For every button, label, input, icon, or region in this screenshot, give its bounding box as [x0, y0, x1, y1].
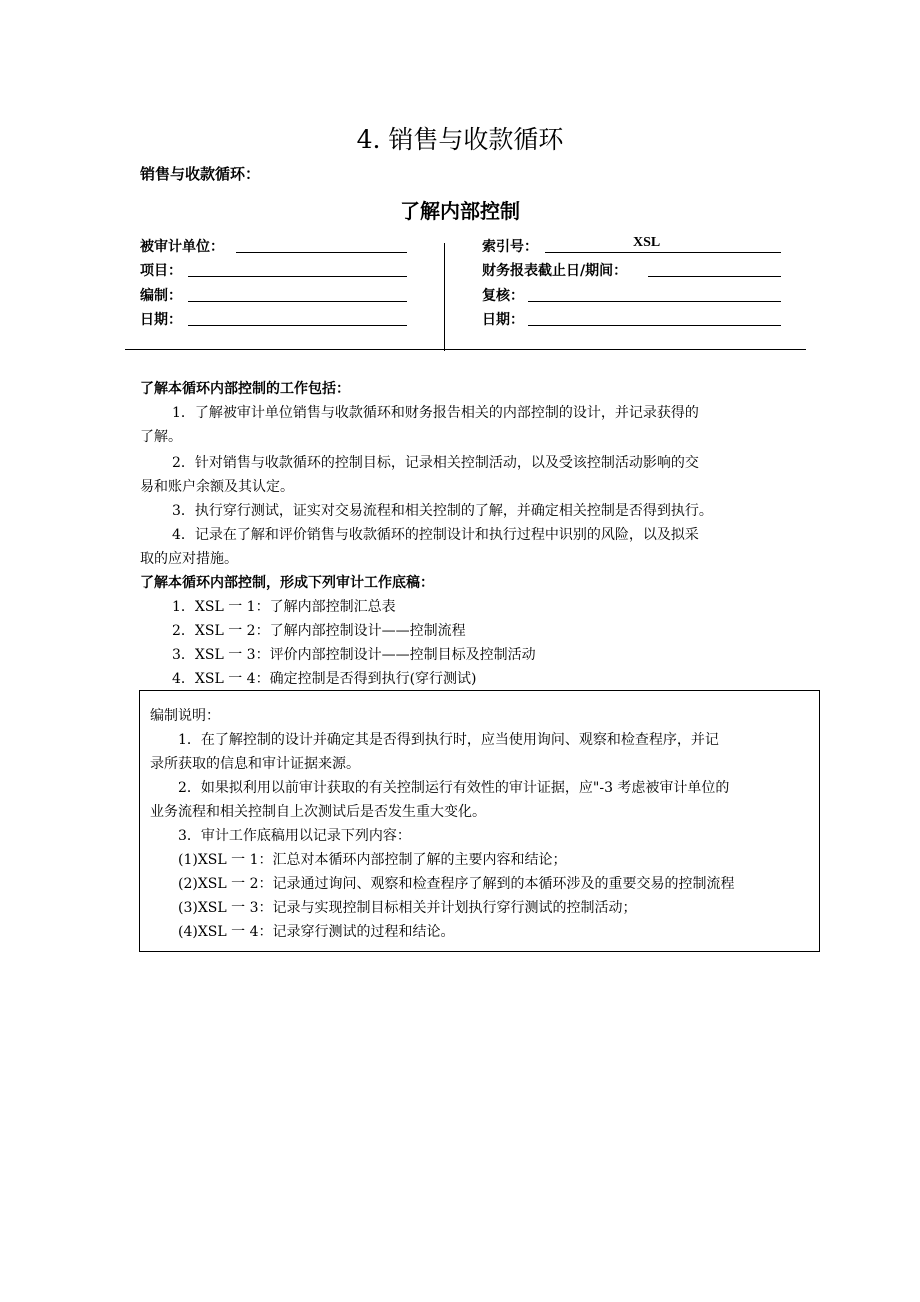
field-auditee-label: 被审计单位：: [140, 239, 224, 255]
notes-line-2: 录所获取的信息和审计证据来源。: [150, 756, 360, 772]
paper-item-2: 2．XSL 一 2：了解内部控制设计——控制流程: [172, 623, 466, 639]
papers-heading: 了解本循环内部控制，形成下列审计工作底稿：: [140, 575, 434, 591]
header-divider-vertical: [444, 243, 445, 351]
notes-line-3: 2．如果拟利用以前审计获取的有关控制运行有效性的审计证据，应"-3 考虑被审计单位的: [178, 780, 730, 796]
paper-item-4: 4．XSL 一 4：确定控制是否得到执行(穿行测试): [172, 671, 477, 687]
field-prepared-label: 编制：: [140, 288, 182, 304]
paper-item-1: 1．XSL 一 1：了解内部控制汇总表: [172, 599, 396, 615]
notes-line-9: (4)XSL 一 4：记录穿行测试的过程和结论。: [178, 924, 455, 940]
section-heading: 销售与收款循环：: [140, 165, 261, 183]
field-prepared-line: [188, 301, 407, 302]
notes-heading: 编制说明：: [150, 708, 220, 724]
field-period-line: [648, 276, 781, 277]
form-title: 了解内部控制: [400, 199, 520, 223]
field-review-line: [528, 301, 781, 302]
field-date-right-line: [528, 325, 781, 326]
notes-line-8: (3)XSL 一 3：记录与实现控制目标相关并计划执行穿行测试的控制活动；: [178, 900, 637, 916]
work-item-2-cont: 易和账户余额及其认定。: [140, 479, 294, 495]
work-item-4: 4．记录在了解和评价销售与收款循环的控制设计和执行过程中识别的风险，以及拟采: [172, 527, 699, 543]
header-divider-horizontal: [125, 349, 806, 350]
field-index-label: 索引号：: [482, 239, 538, 255]
field-date-right-label: 日期：: [482, 312, 524, 328]
work-heading: 了解本循环内部控制的工作包括：: [140, 381, 350, 397]
work-item-2: 2．针对销售与收款循环的控制目标，记录相关控制活动，以及受该控制活动影响的交: [172, 455, 699, 471]
work-item-1-cont: 了解。: [140, 429, 182, 445]
notes-line-6: (1)XSL 一 1：汇总对本循环内部控制了解的主要内容和结论；: [178, 852, 567, 868]
field-index-line: [545, 252, 781, 253]
field-project-line: [188, 276, 407, 277]
document-title: 4. 销售与收款循环: [356, 125, 564, 154]
work-item-4-cont: 取的应对措施。: [140, 551, 238, 567]
field-auditee-line: [236, 252, 407, 253]
notes-line-7: (2)XSL 一 2：记录通过询问、观察和检查程序了解到的本循环涉及的重要交易的控制流程: [178, 876, 735, 892]
work-item-3: 3．执行穿行测试，证实对交易流程和相关控制的了解，并确定相关控制是否得到执行。: [172, 503, 713, 519]
field-review-label: 复核：: [482, 288, 524, 304]
notes-line-4: 业务流程和相关控制自上次测试后是否发生重大变化。: [150, 804, 486, 820]
field-period-label: 财务报表截止日/期间：: [482, 263, 628, 279]
field-date-left-line: [188, 325, 407, 326]
field-index-value: XSL: [633, 235, 661, 250]
work-item-1: 1．了解被审计单位销售与收款循环和财务报告相关的内部控制的设计，并记录获得的: [172, 405, 699, 421]
notes-line-5: 3．审计工作底稿用以记录下列内容：: [178, 828, 411, 844]
field-project-label: 项目：: [140, 263, 182, 279]
field-date-left-label: 日期：: [140, 312, 182, 328]
paper-item-3: 3．XSL 一 3：评价内部控制设计——控制目标及控制活动: [172, 647, 536, 663]
notes-line-1: 1．在了解控制的设计并确定其是否得到执行时，应当使用询问、观察和检查程序，并记: [178, 732, 719, 748]
